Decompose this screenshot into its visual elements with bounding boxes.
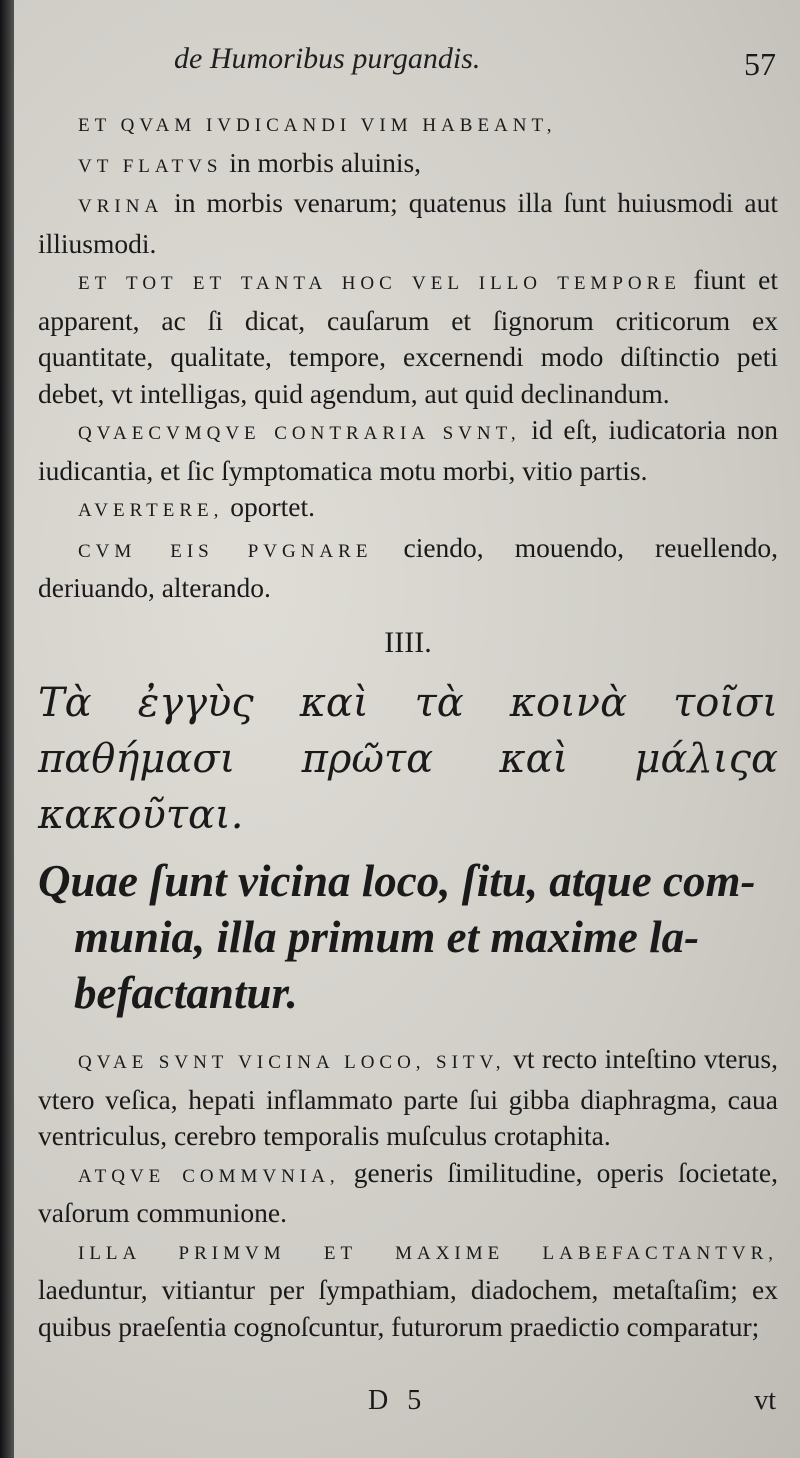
latin-aphorism-line: Quae ſunt vicina loco, ſitu, atque com-	[38, 856, 756, 906]
section-number: IIII.	[384, 625, 432, 659]
lemma: ET TOT ET TANTA HOC VEL ILLO TEMPORE	[78, 273, 681, 294]
lemma: VT FLATVS	[78, 155, 223, 177]
book-page	[14, 0, 800, 1458]
commentary-paragraph	[38, 1155, 778, 1232]
lemma: ET QVAM IVDICANDI VIM HABEANT,	[78, 115, 557, 136]
commentary-paragraph	[38, 530, 778, 607]
lemma: VRINA	[78, 196, 164, 217]
page-body	[38, 104, 778, 1345]
signature-mark: D 5	[368, 1385, 428, 1416]
commentary-paragraph	[38, 104, 778, 145]
commentary-text: fiunt et apparent, ac ſi dicat, cauſarum et ſignorum criticorum ex quantitate, qualitate, tempore, excernendi modo diſtinctio peti debet, vt intelligas, quid agendum, aut quid declinandum.	[38, 264, 778, 409]
lemma: CVM EIS PVGNARE	[78, 540, 373, 562]
lemma: QVAE SVNT VICINA LOCO, SITV,	[78, 1052, 506, 1073]
catchword: vt	[754, 1385, 776, 1416]
latin-aphorism	[38, 853, 778, 1021]
commentary-paragraph	[38, 145, 778, 186]
commentary-text: id eſt, iudicatoria non iudicantia, et ſic ſymptomatica motu morbi, vitio partis.	[38, 414, 779, 486]
lemma: AVERTERE,	[78, 500, 224, 521]
page-header	[174, 42, 776, 92]
page-footer	[38, 1385, 776, 1421]
latin-aphorism-line: munia, illa primum et maxime la-	[74, 912, 700, 962]
book-spine-shadow	[0, 0, 14, 1458]
commentary-text: in morbis aluinis,	[222, 146, 422, 178]
page-number: 57	[744, 46, 776, 82]
commentary-paragraph	[38, 412, 778, 489]
commentary-text: generis ſimilitudine, operis ſocietate, vaſorum communione.	[38, 1156, 778, 1228]
commentary-paragraph	[38, 489, 778, 530]
commentary-paragraph	[38, 1232, 778, 1346]
lemma: ILLA PRIMVM ET MAXIME LABEFACTANTVR,	[78, 1242, 778, 1264]
greek-aphorism: Τὰ ἐγγὺς καὶ τὰ κοινὰ τοῖσι παθήμασι πρῶτα καὶ μάλιςα κακοῦται.	[38, 680, 778, 838]
commentary-paragraph	[38, 185, 778, 262]
lemma: ATQVE COMMVNIA,	[78, 1165, 340, 1187]
running-title: de Humoribus purgandis.	[174, 42, 481, 75]
commentary-paragraph	[38, 1041, 778, 1155]
commentary-text: laeduntur, vitiantur per ſympathiam, diadochem, metaſtaſim; ex quibus praeſentia cognoſcuntur, futurorum praedictio comparatur;	[38, 1274, 778, 1342]
latin-aphorism-line: befactantur.	[74, 968, 298, 1018]
commentary-text: ciendo, mouendo, reuellendo, deriuando, alterando.	[38, 531, 778, 603]
commentary-paragraph	[38, 262, 778, 412]
commentary-text: vt recto inteſtino vterus, vtero veſica, hepati inflammato parte ſui gibba diaphragma, caua ventriculus, cerebro temporalis muſculus crotaphita.	[38, 1043, 778, 1151]
commentary-text: oportet.	[223, 491, 316, 522]
commentary-text: in morbis venarum; quatenus illa ſunt huiusmodi aut illiusmodi.	[38, 187, 778, 259]
lemma: QVAECVMQVE CONTRARIA SVNT,	[78, 423, 521, 444]
